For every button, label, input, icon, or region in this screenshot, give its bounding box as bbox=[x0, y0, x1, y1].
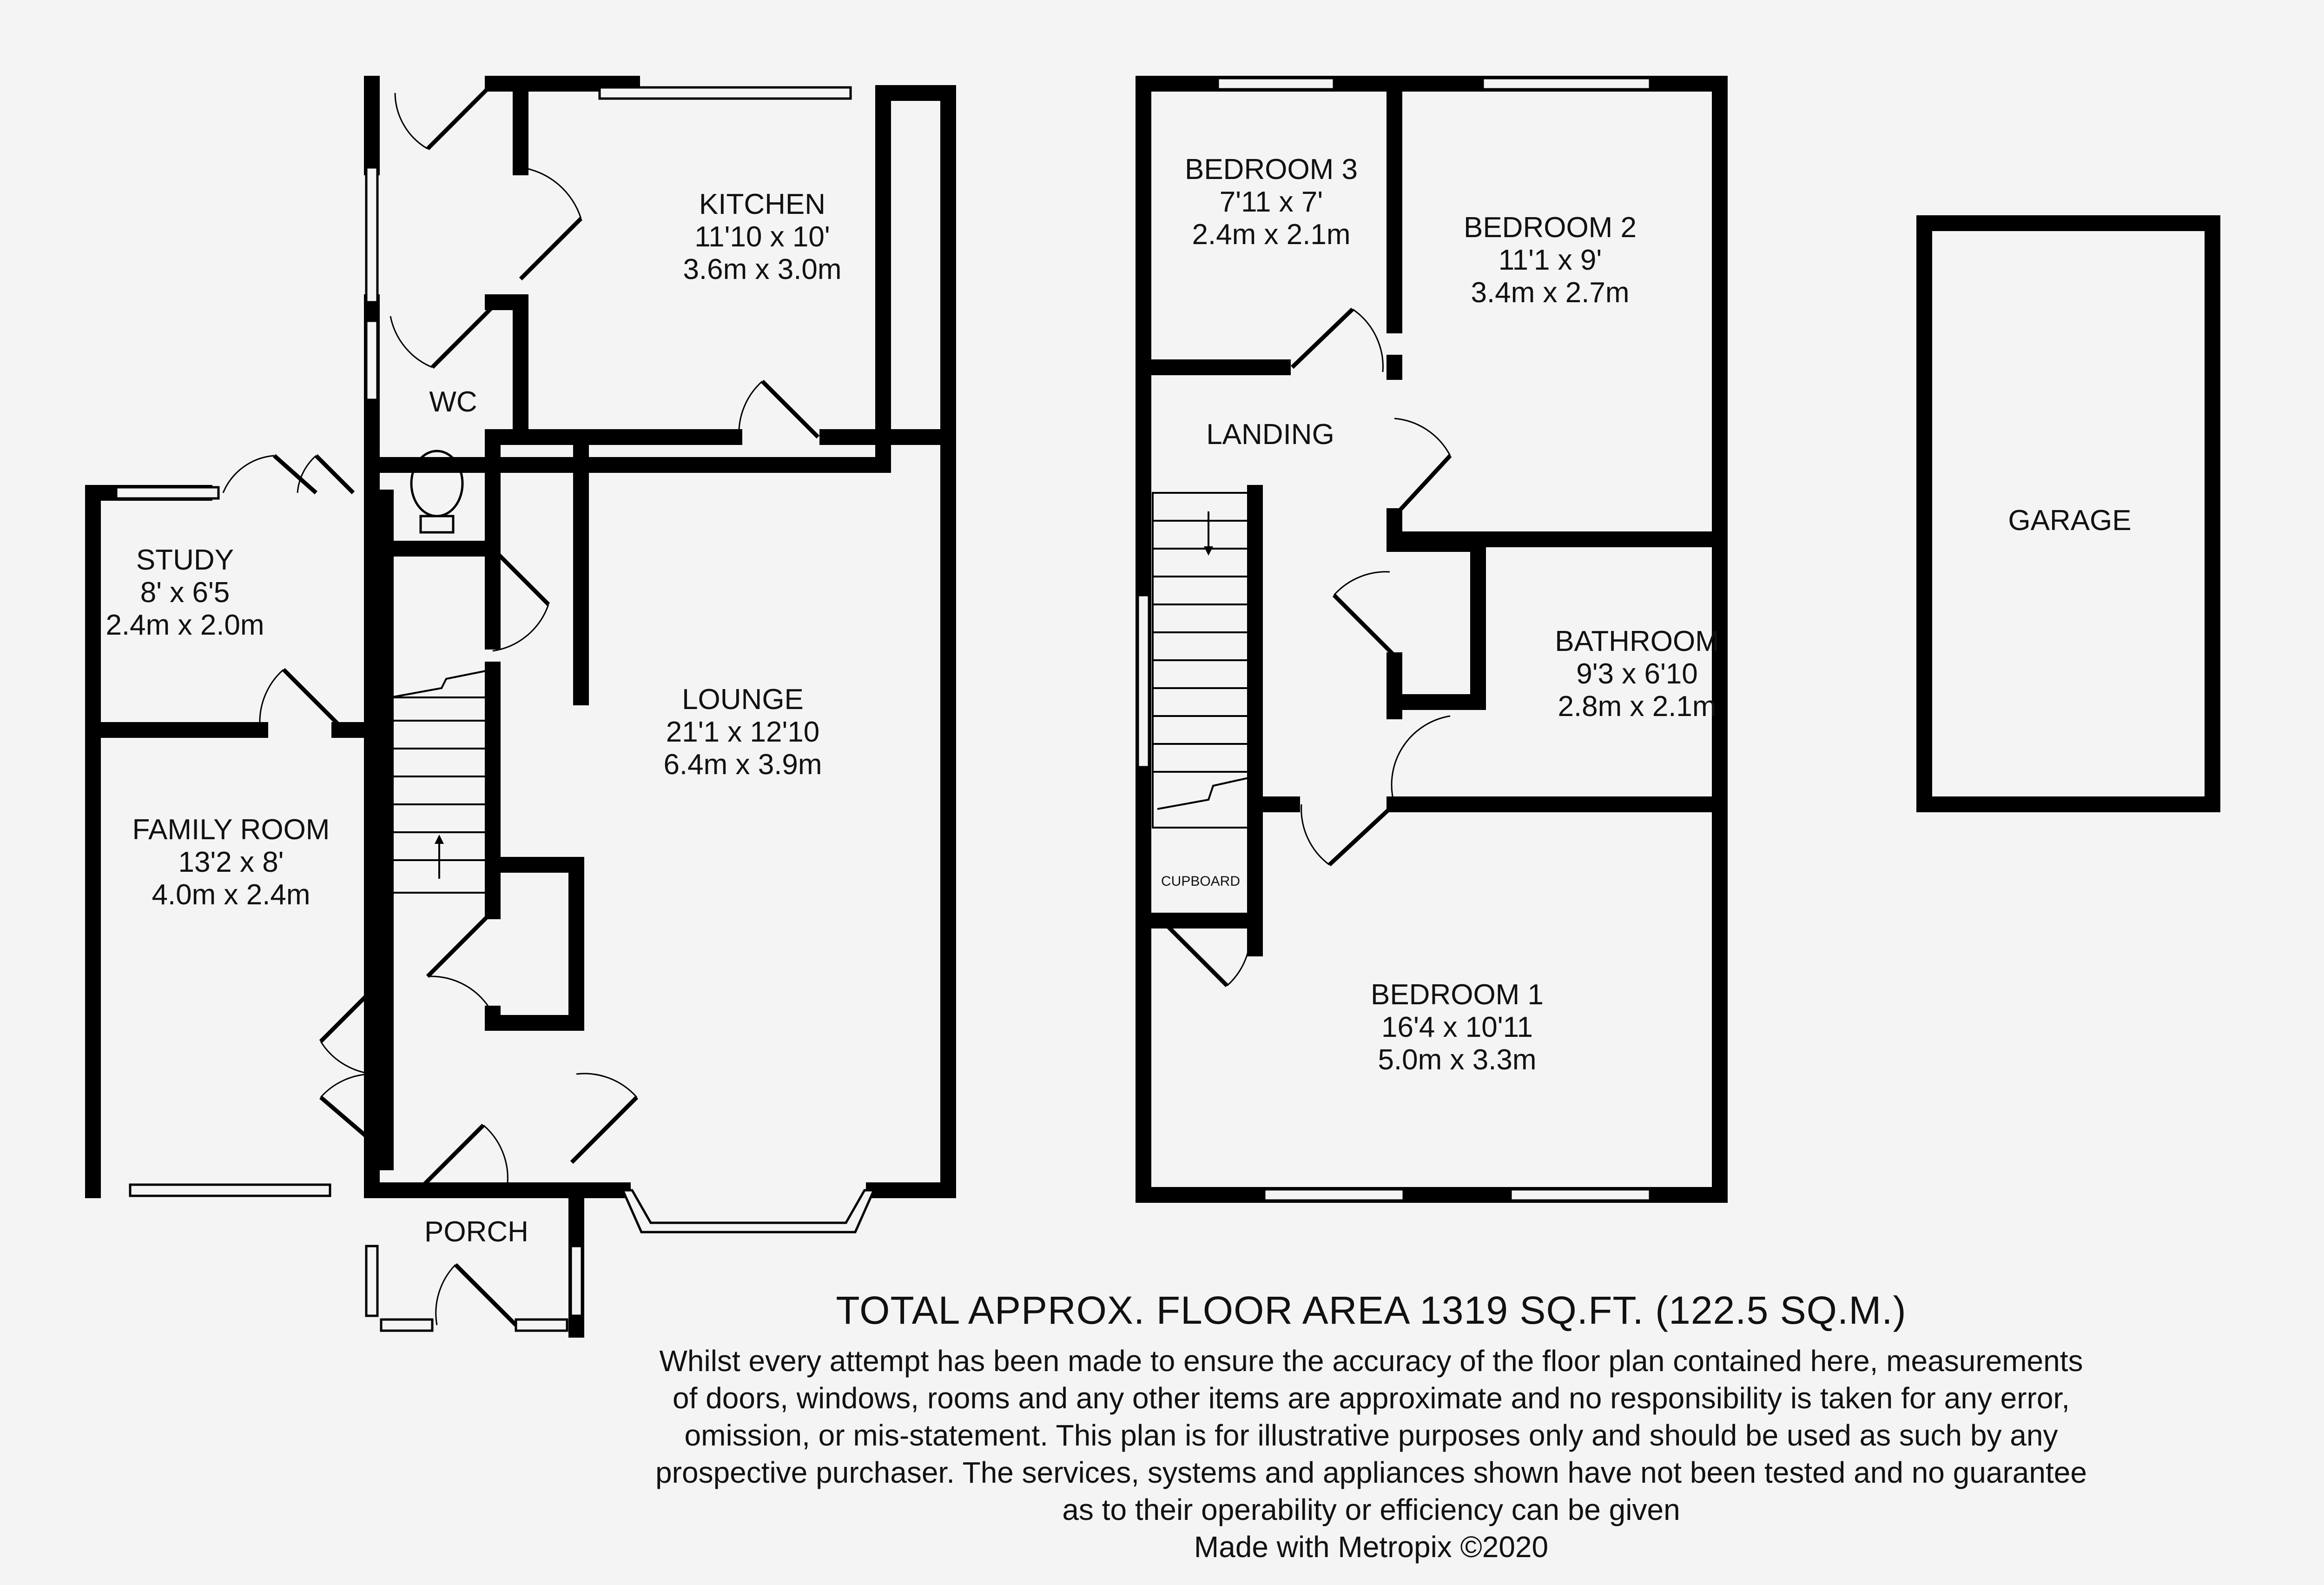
garage-name: GARAGE bbox=[2008, 504, 2132, 537]
wc-window-upper bbox=[366, 167, 377, 302]
landing-name: LANDING bbox=[1206, 418, 1334, 451]
lounge-name: LOUNGE bbox=[682, 683, 804, 716]
lounge-metric: 6.4m x 3.9m bbox=[663, 749, 822, 781]
bedroom3-imperial: 7'11 x 7' bbox=[1219, 186, 1323, 218]
kitchen-metric: 3.6m x 3.0m bbox=[683, 253, 842, 285]
bedroom2-window bbox=[1483, 78, 1650, 89]
bedroom1-metric: 5.0m x 3.3m bbox=[1378, 1044, 1537, 1076]
kitchen-window bbox=[600, 87, 851, 99]
disclaimer-line: as to their operability or efficiency can be given bbox=[1062, 1493, 1680, 1526]
family-room-name: FAMILY ROOM bbox=[132, 814, 330, 846]
kitchen-imperial: 11'10 x 10' bbox=[694, 221, 830, 253]
family-room-imperial: 13'2 x 8' bbox=[178, 846, 284, 878]
bathroom-metric: 2.8m x 2.1m bbox=[1558, 690, 1717, 723]
study-window bbox=[116, 487, 218, 498]
ground-staircase bbox=[386, 670, 493, 893]
bedroom1-window-left bbox=[1264, 1189, 1404, 1200]
wc-window-lower bbox=[366, 321, 377, 400]
room-labels bbox=[106, 153, 2131, 1248]
bathroom-imperial: 9'3 x 6'10 bbox=[1576, 658, 1698, 690]
bedroom3-window bbox=[1218, 78, 1334, 89]
bathroom-name: BATHROOM bbox=[1555, 625, 1719, 657]
bedroom3-metric: 2.4m x 2.1m bbox=[1192, 219, 1351, 251]
bedroom3-name: BEDROOM 3 bbox=[1184, 153, 1358, 186]
credit: Made with Metropix ©2020 bbox=[1194, 1530, 1549, 1564]
disclaimer-line: Whilst every attempt has been made to ensure the accuracy of the floor plan contained here, measurements bbox=[659, 1344, 2083, 1378]
bedroom2-metric: 3.4m x 2.7m bbox=[1471, 277, 1630, 309]
lounge-bay-window bbox=[623, 1190, 874, 1232]
first-staircase bbox=[1153, 493, 1255, 828]
disclaimer-line: of doors, windows, rooms and any other items are approximate and no responsibility is taken for any error, bbox=[673, 1381, 2070, 1415]
wc-name: WC bbox=[429, 386, 477, 418]
landing-window bbox=[1138, 595, 1149, 767]
bedroom1-imperial: 16'4 x 10'11 bbox=[1381, 1011, 1533, 1043]
porch-window-right bbox=[571, 1246, 582, 1316]
bedroom2-imperial: 11'1 x 9' bbox=[1498, 244, 1602, 276]
porch-window-bottom-right bbox=[516, 1320, 567, 1331]
study-name: STUDY bbox=[136, 544, 234, 576]
porch-name: PORCH bbox=[424, 1216, 528, 1248]
kitchen-name: KITCHEN bbox=[699, 188, 826, 220]
family-room-metric: 4.0m x 2.4m bbox=[152, 879, 310, 911]
study-metric: 2.4m x 2.0m bbox=[106, 609, 264, 641]
footer bbox=[604, 1288, 2138, 1565]
porch-window-left bbox=[366, 1246, 377, 1316]
study-imperial: 8' x 6'5 bbox=[140, 577, 230, 609]
family-room-window bbox=[130, 1185, 330, 1196]
ground-west-walls bbox=[372, 84, 632, 1162]
lounge-imperial: 21'1 x 12'10 bbox=[666, 716, 820, 748]
bedroom1-window-right bbox=[1511, 1189, 1650, 1200]
bedroom2-name: BEDROOM 2 bbox=[1463, 212, 1637, 244]
bedroom1-name: BEDROOM 1 bbox=[1370, 979, 1544, 1011]
disclaimer-line: omission, or mis-statement. This plan is for illustrative purposes only and should be used as such by any bbox=[684, 1419, 2058, 1452]
total-floor-area: TOTAL APPROX. FLOOR AREA 1319 SQ.FT. (122.5 SQ.M.) bbox=[836, 1288, 1907, 1332]
disclaimer bbox=[604, 1342, 2138, 1528]
disclaimer-line: prospective purchaser. The services, systems and appliances shown have not been tested and no guarantee bbox=[655, 1456, 2087, 1489]
porch-window-bottom bbox=[381, 1320, 432, 1331]
cupboard-name: CUPBOARD bbox=[1161, 874, 1241, 889]
